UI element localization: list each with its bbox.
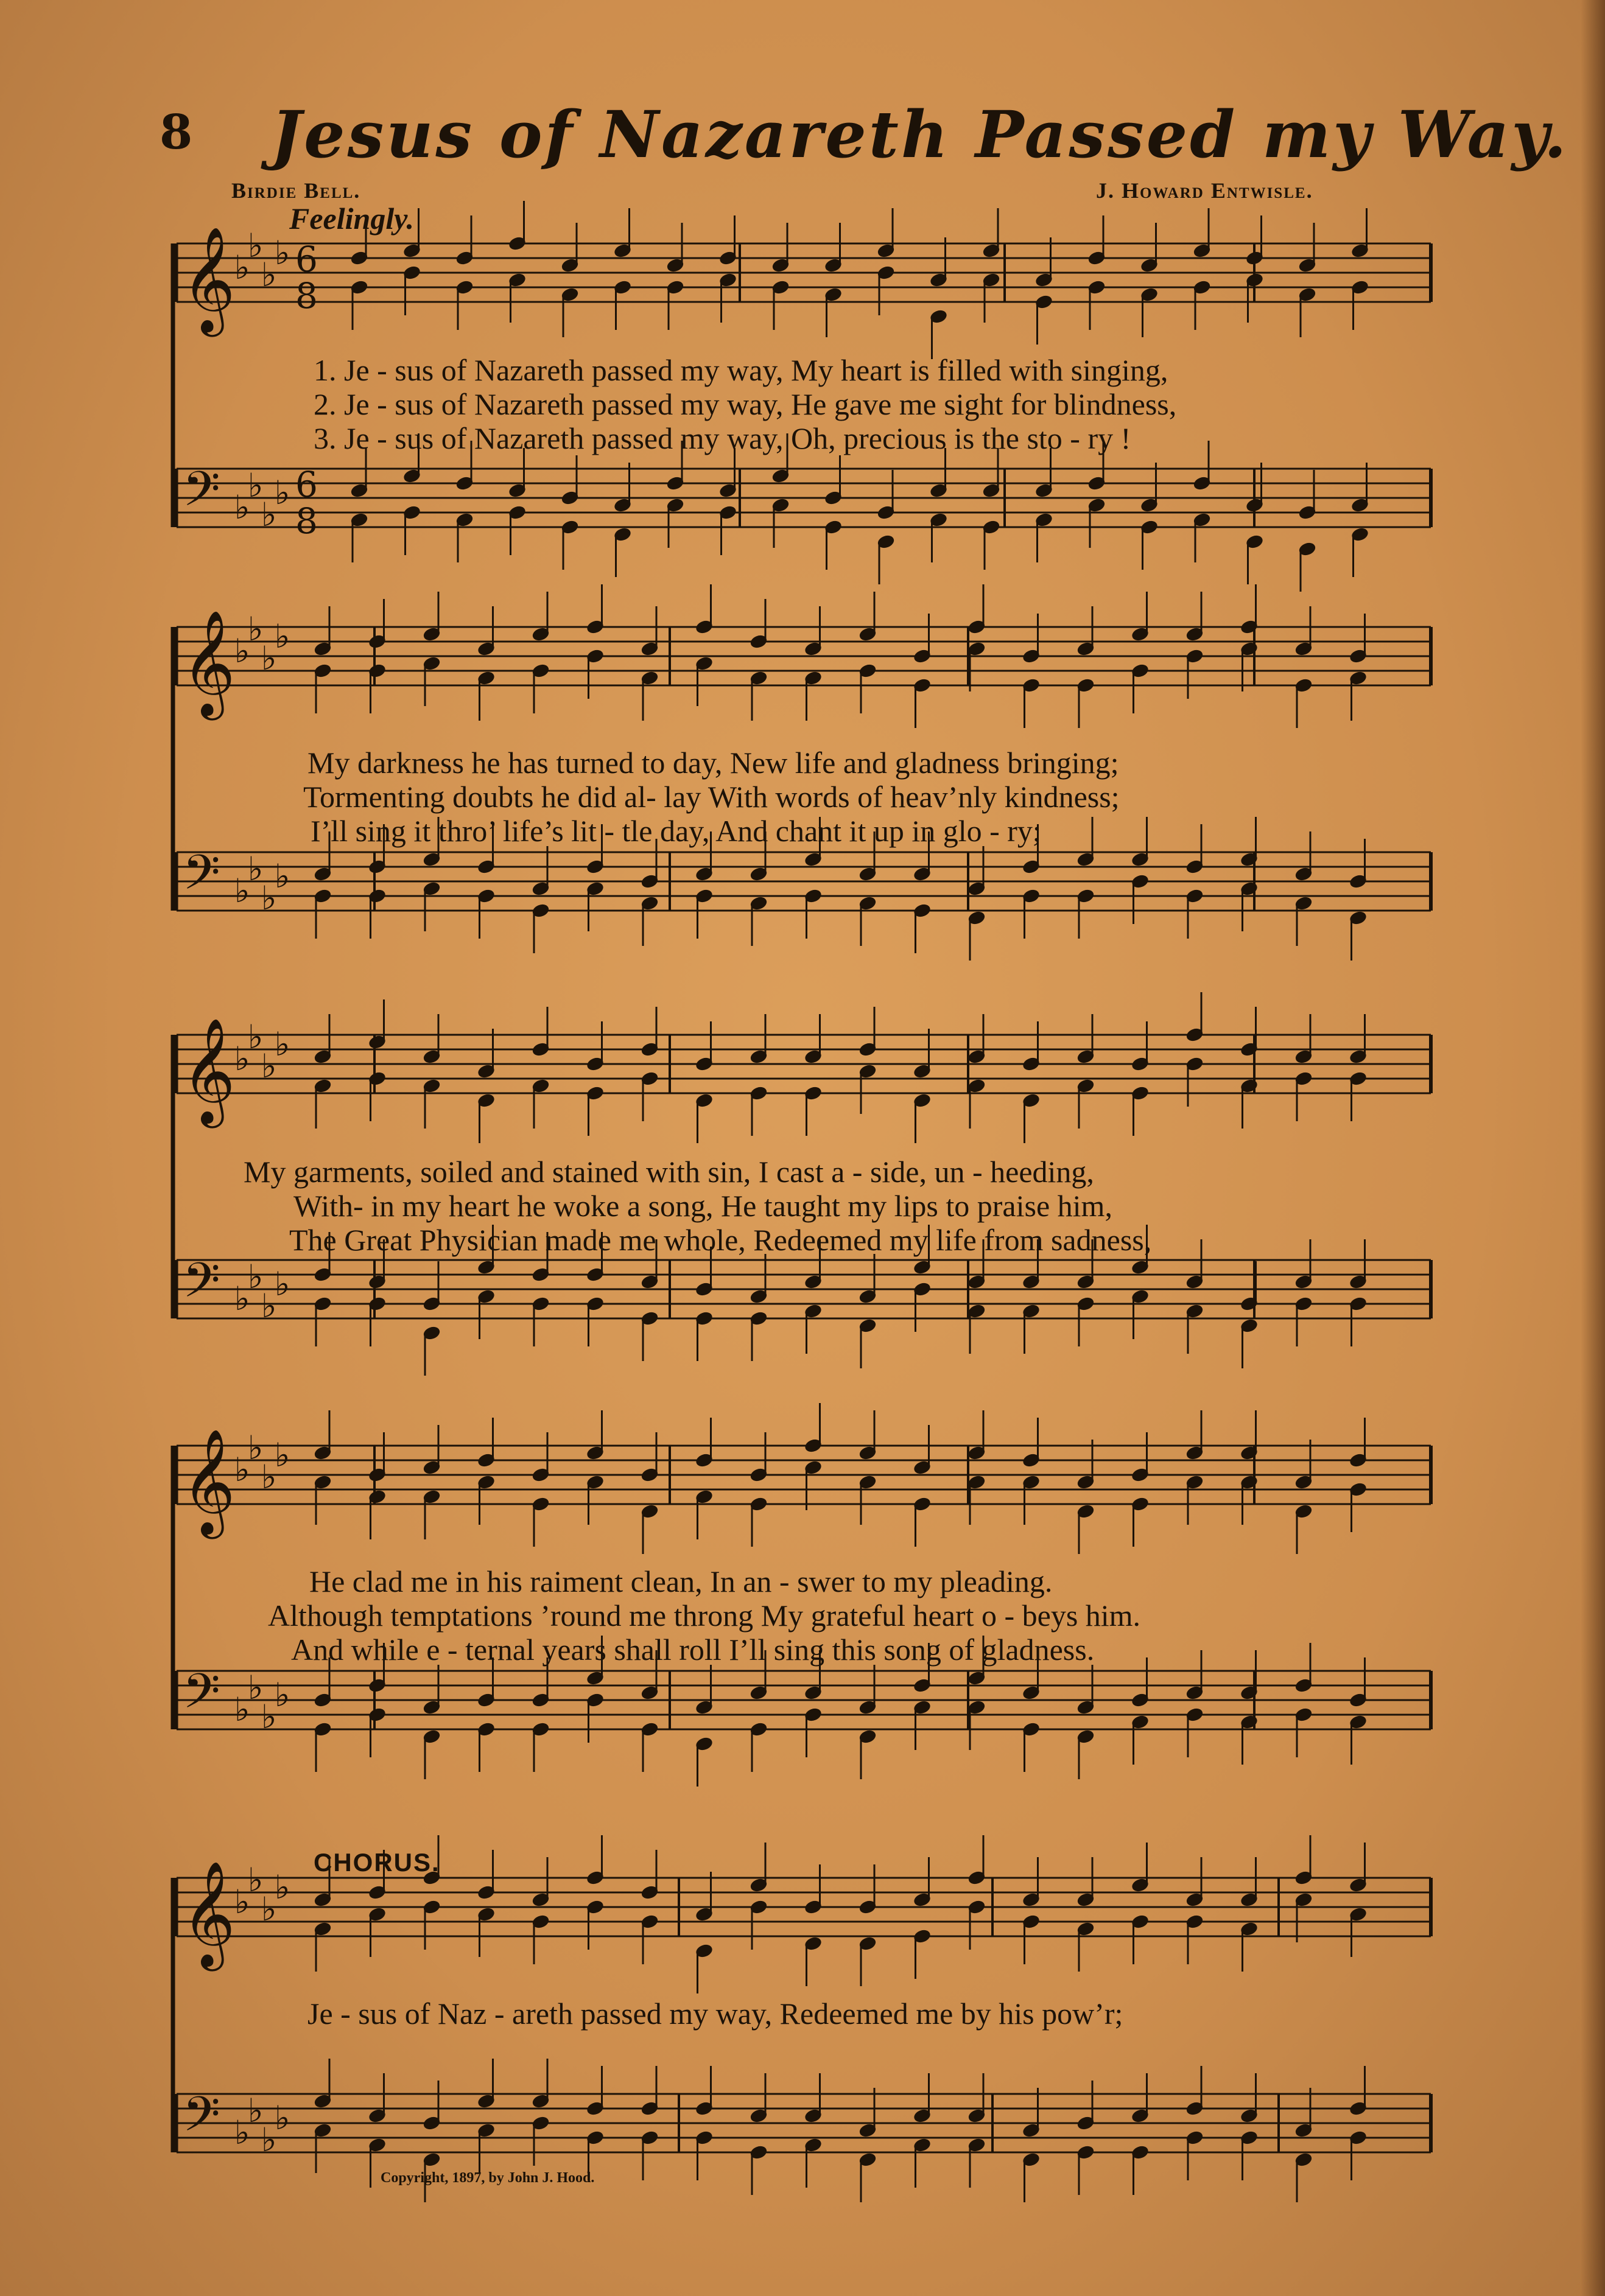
lyric-line-4-1: He clad me in his raiment clean, In an - swer to my pleading. xyxy=(309,1564,1053,1598)
hymn-title: Jesus of Nazareth Passed my Way. xyxy=(271,96,1569,172)
flat-sign: ♭ xyxy=(248,1668,264,1707)
flat-sign: ♭ xyxy=(234,632,250,670)
lyric-line-5-1: Je - sus of Naz - areth passed my way, Redeemed me by his pow’r; xyxy=(307,1997,1123,2031)
flat-sign: ♭ xyxy=(275,474,290,512)
flat-sign: ♭ xyxy=(275,857,290,895)
chorus-label: CHORUS. xyxy=(314,1848,440,1877)
flat-sign: ♭ xyxy=(275,1025,290,1063)
flat-sign: ♭ xyxy=(275,1868,290,1906)
lyricist-credit: Birdie Bell. xyxy=(231,178,361,203)
time-signature-bottom: 8 xyxy=(295,275,318,317)
lyric-line-2-1: My darkness he has turned to day, New life and gladness bringing; xyxy=(307,746,1119,780)
treble-clef: 𝄞 xyxy=(181,1429,236,1535)
treble-clef: 𝄞 xyxy=(181,610,236,716)
flat-sign: ♭ xyxy=(234,1040,250,1078)
flat-sign: ♭ xyxy=(234,1690,250,1729)
bass-clef: 𝄢 xyxy=(183,461,220,529)
time-signature-bottom: 8 xyxy=(295,500,318,542)
flat-sign: ♭ xyxy=(234,1883,250,1921)
lyric-line-4-2: Although temptations ’round me throng My grateful heart o - beys him. xyxy=(268,1598,1141,1633)
flat-sign: ♭ xyxy=(275,1265,290,1303)
flat-sign: ♭ xyxy=(261,1698,277,1736)
flat-sign: ♭ xyxy=(248,1018,264,1056)
flat-sign: ♭ xyxy=(261,879,277,917)
bass-clef: 𝄢 xyxy=(183,844,220,912)
flat-sign: ♭ xyxy=(275,1676,290,1714)
flat-sign: ♭ xyxy=(234,872,250,910)
bass-clef: 𝄢 xyxy=(183,1663,220,1731)
flat-sign: ♭ xyxy=(261,2121,277,2159)
treble-clef: 𝄞 xyxy=(181,1861,236,1967)
flat-sign: ♭ xyxy=(234,248,250,287)
page-number: 8 xyxy=(160,105,193,160)
flat-sign: ♭ xyxy=(261,1890,277,1928)
lyric-line-1-1: 1. Je - sus of Nazareth passed my way, My heart is filled with singing, xyxy=(314,353,1168,387)
tempo-marking: Feelingly. xyxy=(289,201,415,236)
flat-sign: ♭ xyxy=(248,1861,264,1899)
flat-sign: ♭ xyxy=(275,234,290,272)
flat-sign: ♭ xyxy=(248,610,264,648)
lyric-line-1-2: 2. Je - sus of Nazareth passed my way, He gave me sight for blindness, xyxy=(314,387,1177,421)
lyric-line-2-2: Tormenting doubts he did al- lay With words of heav’nly kindness; xyxy=(303,780,1120,814)
flat-sign: ♭ xyxy=(261,1287,277,1325)
flat-sign: ♭ xyxy=(248,2091,264,2130)
lyric-line-1-3: 3. Je - sus of Nazareth passed my way, Oh, precious is the sto - ry ! xyxy=(314,421,1131,455)
lyric-line-3-3: The Great Physician made me whole, Redeemed my life from sadness, xyxy=(289,1223,1152,1257)
flat-sign: ♭ xyxy=(261,639,277,677)
bass-clef: 𝄢 xyxy=(183,1252,220,1320)
composer-credit: J. Howard Entwisle. xyxy=(1096,178,1313,203)
flat-sign: ♭ xyxy=(248,226,264,265)
flat-sign: ♭ xyxy=(261,1458,277,1496)
flat-sign: ♭ xyxy=(275,2099,290,2137)
flat-sign: ♭ xyxy=(234,1451,250,1489)
flat-sign: ♭ xyxy=(248,466,264,505)
treble-clef: 𝄞 xyxy=(181,226,236,332)
flat-sign: ♭ xyxy=(275,1436,290,1474)
lyric-line-3-1: My garments, soiled and stained with sin, I cast a - side, un - heeding, xyxy=(244,1155,1094,1189)
lyric-line-2-3: I’ll sing it thro’ life’s lit - tle day, And chant it up in glo - ry; xyxy=(311,814,1041,848)
flat-sign: ♭ xyxy=(234,488,250,527)
flat-sign: ♭ xyxy=(248,850,264,888)
flat-sign: ♭ xyxy=(261,1047,277,1085)
copyright-notice: Copyright, 1897, by John J. Hood. xyxy=(381,2170,595,2186)
flat-sign: ♭ xyxy=(248,1258,264,1296)
flat-sign: ♭ xyxy=(234,1279,250,1318)
flat-sign: ♭ xyxy=(261,256,277,294)
bass-clef: 𝄢 xyxy=(183,2086,220,2154)
treble-clef: 𝄞 xyxy=(181,1018,236,1124)
flat-sign: ♭ xyxy=(234,2113,250,2152)
lyric-line-4-3: And while e - ternal years shall roll I’ll sing this song of gladness. xyxy=(291,1633,1095,1667)
flat-sign: ♭ xyxy=(261,495,277,534)
lyric-line-3-2: With- in my heart he woke a song, He taught my lips to praise him, xyxy=(293,1189,1112,1223)
flat-sign: ♭ xyxy=(248,1429,264,1467)
time-signature-top: 6 xyxy=(295,464,318,505)
time-signature-top: 6 xyxy=(295,239,318,280)
flat-sign: ♭ xyxy=(275,617,290,656)
